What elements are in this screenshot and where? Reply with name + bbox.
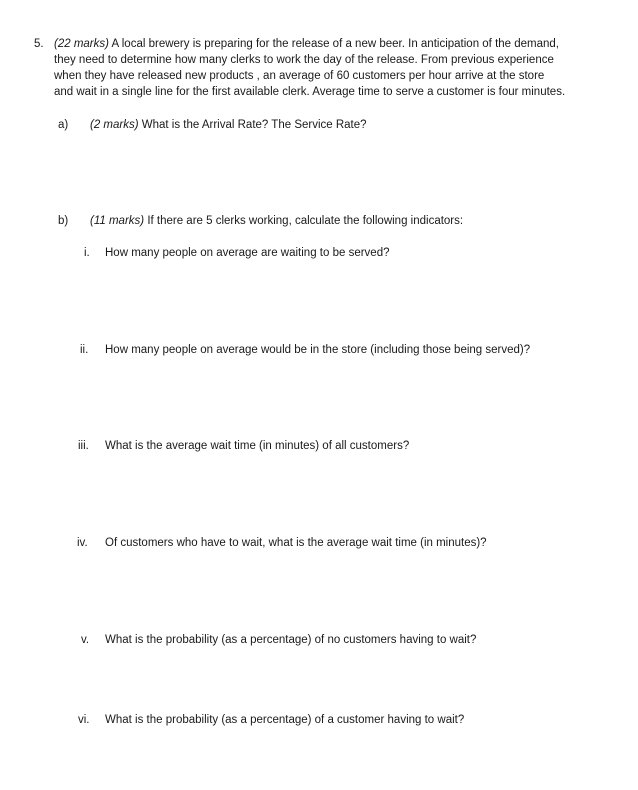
- part-a-question: What is the Arrival Rate? The Service Rate?: [141, 119, 367, 131]
- item-label: v.: [81, 634, 90, 646]
- part-b-text: [90, 213, 463, 229]
- item-text: What is the average wait time (in minutes) of all customers?: [105, 440, 410, 452]
- part-b-marks: (11 marks): [90, 215, 145, 227]
- part-a-marks: (2 marks): [90, 119, 139, 131]
- item-label: iii.: [78, 440, 89, 452]
- item-text: How many people on average would be in the store (including those being served)?: [105, 344, 531, 356]
- item-text: What is the probability (as a percentage) of a customer having to wait?: [105, 714, 465, 726]
- item-label: i.: [84, 247, 90, 259]
- item-text: Of customers who have to wait, what is the average wait time (in minutes)?: [105, 537, 487, 549]
- question-line-3: when they have released new products , an average of 60 customers per hour arrive at the store: [54, 70, 545, 82]
- part-b-label: b): [58, 215, 69, 227]
- item-label: ii.: [80, 344, 89, 356]
- question-line-4: and wait in a single line for the first available clerk. Average time to serve a customer is four minutes.: [54, 86, 566, 98]
- part-b-question: If there are 5 clerks working, calculate the following indicators:: [147, 215, 464, 227]
- question-marks: (22 marks): [54, 38, 109, 50]
- question-line-1: [54, 36, 624, 52]
- item-text: How many people on average are waiting to be served?: [105, 247, 390, 259]
- question-number: 5.: [34, 38, 44, 50]
- question-line-1-text: A local brewery is preparing for the release of a new beer. In anticipation of the demand,: [111, 38, 560, 50]
- part-a-label: a): [58, 119, 69, 131]
- item-label: vi.: [78, 714, 90, 726]
- item-text: What is the probability (as a percentage) of no customers having to wait?: [105, 634, 477, 646]
- item-label: iv.: [77, 537, 88, 549]
- part-a-text: [90, 117, 367, 133]
- question-line-2: they need to determine how many clerks to work the day of the release. From previous experience: [54, 54, 554, 66]
- question-text: [54, 36, 624, 100]
